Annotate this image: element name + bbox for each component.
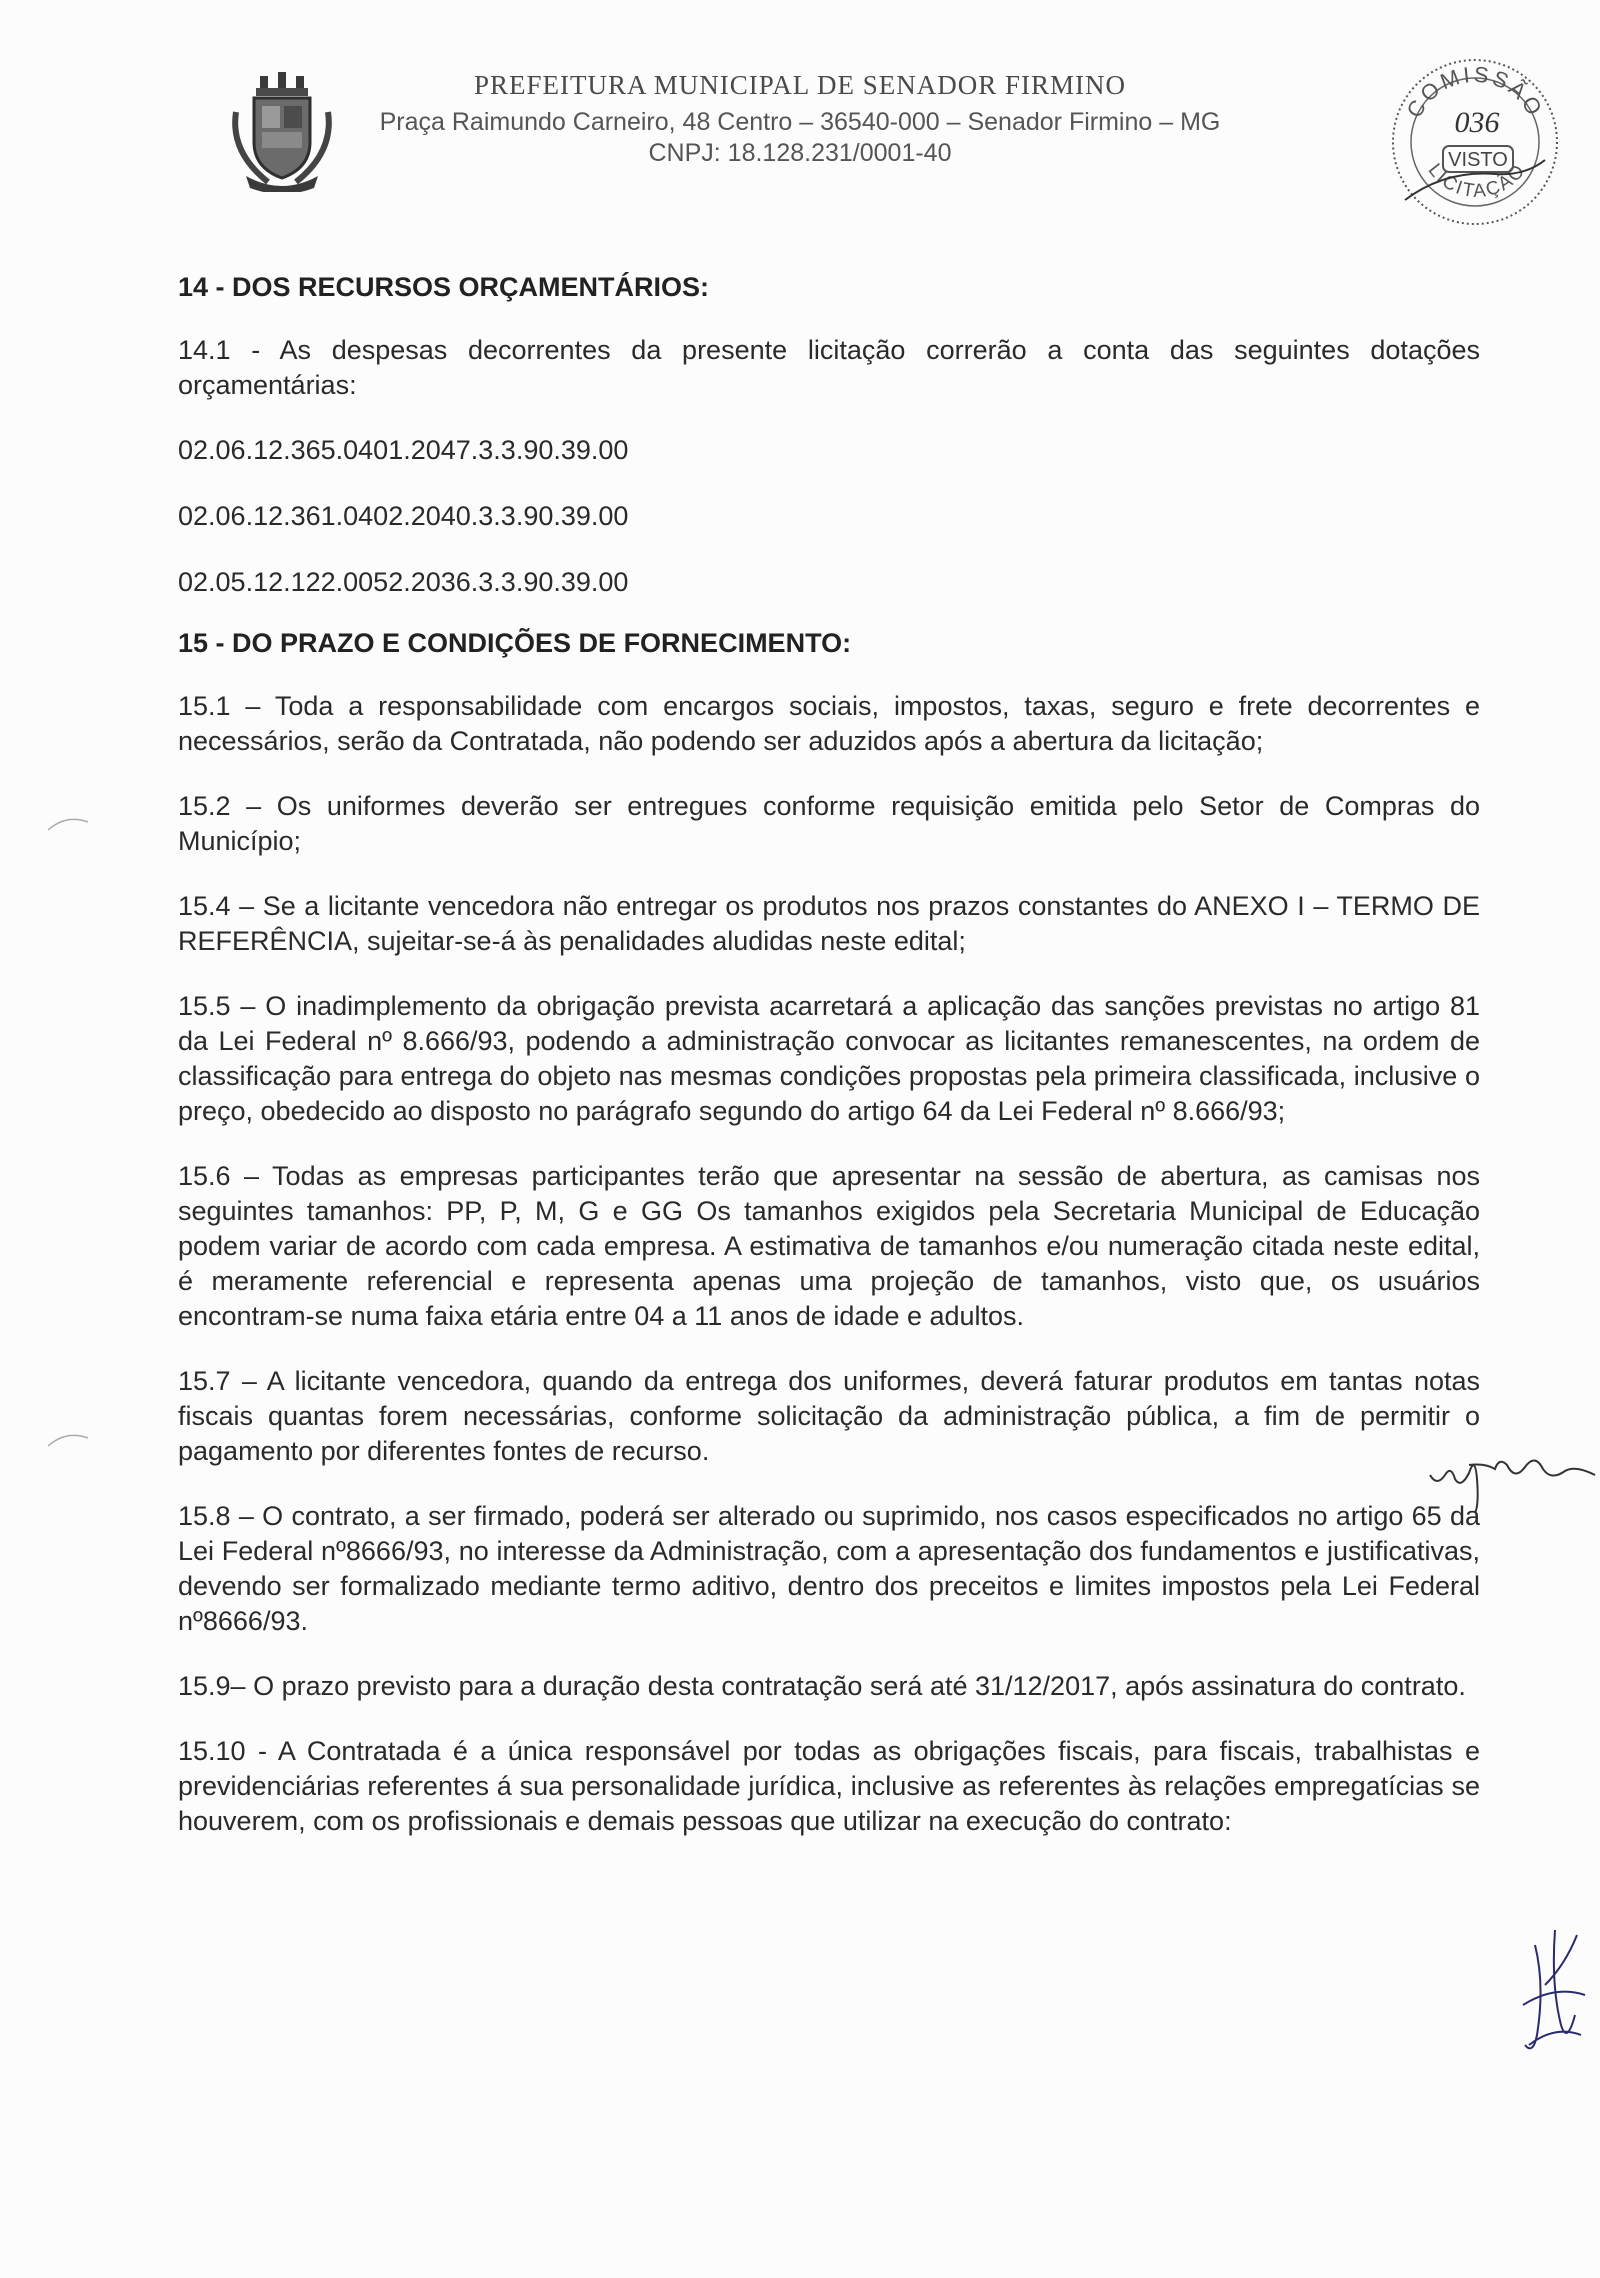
commission-stamp [1385,50,1565,230]
stamp-visto: VISTO [1448,149,1508,171]
section-15-heading: 15 - DO PRAZO E CONDIÇÕES DE FORNECIMENTO: [178,628,852,658]
punch-hole-mark [46,1428,91,1448]
punch-hole-mark [46,812,91,832]
budget-code: 02.05.12.122.0052.2036.3.3.90.39.00 [178,567,629,597]
paragraph-15-2: 15.2 – Os uniformes deverão ser entregues conforme requisição emitida pelo Setor de Compras do Município; [178,791,1480,856]
org-name: PREFEITURA MUNICIPAL DE SENADOR FIRMINO [473,70,1127,100]
org-cnpj: CNPJ: 18.128.231/0001-40 [648,139,952,167]
handwritten-signature [1515,1925,1590,2065]
section-14-heading: 14 - DOS RECURSOS ORÇAMENTÁRIOS: [178,272,710,302]
budget-code: 02.06.12.365.0401.2047.3.3.90.39.00 [178,435,629,465]
paragraph-15-1: 15.1 – Toda a responsabilidade com encargos sociais, impostos, taxas, seguro e frete decorrentes e necessários, serão da Contratada, não podendo ser aduzidos após a abertura da licitação; [178,691,1480,756]
paragraph-15-8: 15.8 – O contrato, a ser firmado, poderá ser alterado ou suprimido, nos casos especificados no artigo 65 da Lei Federal nº8666/93, no interesse da Administração, com a apresentação dos fundamentos e justificativas, devendo ser formalizado mediante termo aditivo, dentro dos preceitos e limites impostos pela Lei Federal nº8666/93. [178,1501,1480,1636]
budget-code: 02.06.12.361.0402.2040.3.3.90.39.00 [178,501,629,531]
paragraph-15-9: 15.9– O prazo previsto para a duração desta contratação será até 31/12/2017, após assinatura do contrato. [178,1671,1466,1701]
document-body [178,268,1480,1839]
org-address: Praça Raimundo Carneiro, 48 Centro – 36540-000 – Senador Firmino – MG [379,108,1221,136]
handwritten-initials-signature [1425,1435,1600,1515]
paragraph-15-6: 15.6 – Todas as empresas participantes terão que apresentar na sessão de abertura, as camisas nos seguintes tamanhos: PP, P, M, G e GG Os tamanhos exigidos pela Secretaria Municipal de Educação podem variar de acordo com cada empresa. A estimativa de tamanhos e/ou numeração citada neste edital, é meramente referencial e representa apenas uma projeção de tamanhos, visto que, os usuários encontram-se numa faixa etária entre 04 a 11 anos de idade e adultos. [178,1161,1480,1331]
stamp-number: 036 [1454,106,1500,139]
paragraph-14-1: 14.1 - As despesas decorrentes da presente licitação correrão a conta das seguintes dotações orçamentárias: [178,335,1480,400]
paragraph-15-10: 15.10 - A Contratada é a única responsável por todas as obrigações fiscais, para fiscais, trabalhistas e previdenciárias referentes á sua personalidade jurídica, inclusive as referentes às relações empregatícias se houverem, com os profissionais e demais pessoas que utilizar na execução do contrato: [178,1736,1480,1836]
paragraph-15-7: 15.7 – A licitante vencedora, quando da entrega dos uniformes, deverá faturar produtos em tantas notas fiscais quantas forem necessárias, conforme solicitação da administração pública, a fim de permitir o pagamento por diferentes fontes de recurso. [178,1366,1480,1466]
paragraph-15-5: 15.5 – O inadimplemento da obrigação prevista acarretará a aplicação das sanções previstas no artigo 81 da Lei Federal nº 8.666/93, podendo a administração convocar as licitantes remanescentes, na ordem de classificação para entrega do objeto nas mesmas condições propostas pela primeira classificada, inclusive o preço, obedecido ao disposto no parágrafo segundo do artigo 64 da Lei Federal nº 8.666/93; [178,991,1480,1126]
letterhead [0,0,1600,230]
stamp-arc-top: COMISSÃO [1401,61,1549,122]
paragraph-15-4: 15.4 – Se a licitante vencedora não entregar os produtos nos prazos constantes do ANEXO I – TERMO DE REFERÊNCIA, sujeitar-se-á às penalidades aludidas neste edital; [178,891,1480,956]
stamp-arc-bottom: LICITAÇÃO [1423,159,1531,203]
